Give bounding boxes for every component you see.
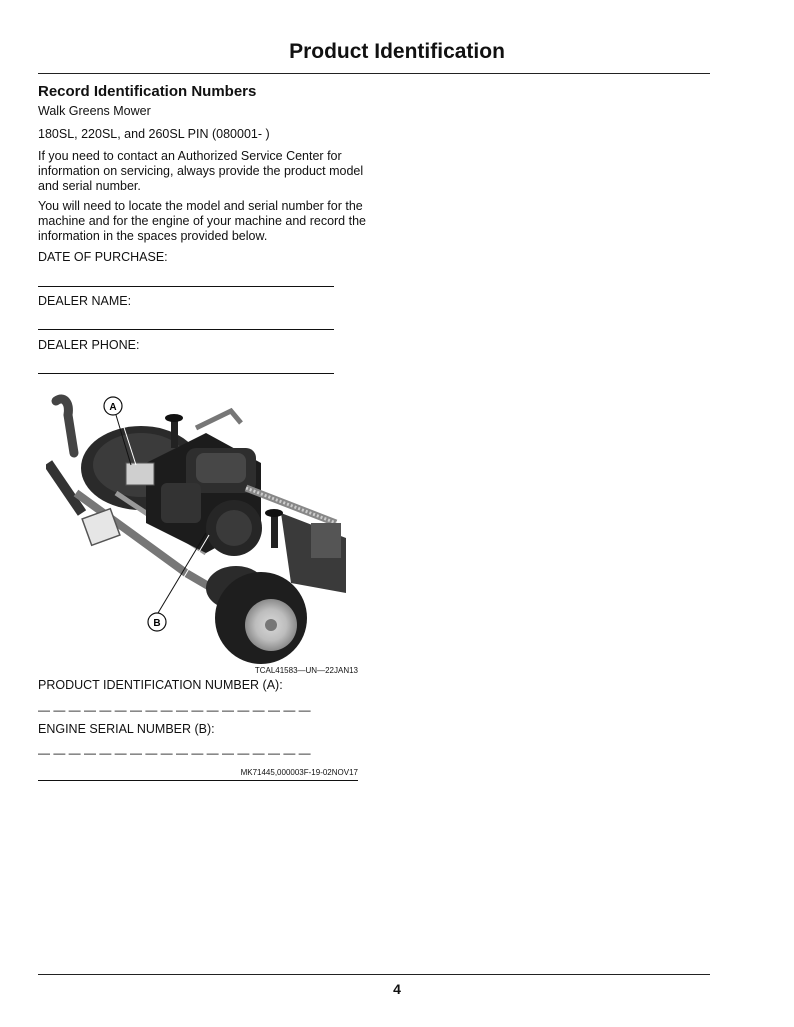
reference-code: MK71445,000003F-19-02NOV17	[240, 768, 358, 777]
dealer-name-blank	[38, 329, 334, 330]
page-title: Product Identification	[289, 40, 505, 63]
mower-illustration	[46, 393, 360, 667]
dealer-phone-blank	[38, 373, 334, 374]
engine-serial-label: ENGINE SERIAL NUMBER (B):	[38, 722, 215, 736]
date-of-purchase-blank	[38, 286, 334, 287]
footer-divider	[38, 974, 710, 975]
dealer-name-label: DEALER NAME:	[38, 294, 132, 308]
model-range: 180SL, 220SL, and 260SL PIN (080001- )	[38, 127, 270, 141]
callout-a-label: A	[109, 402, 117, 413]
page-number: 4	[393, 981, 401, 997]
pin-label: PRODUCT IDENTIFICATION NUMBER (A):	[38, 678, 283, 692]
section-end-rule	[38, 780, 358, 781]
product-subtitle: Walk Greens Mower	[38, 104, 151, 118]
instruction-paragraph: You will need to locate the model and serial number for the machine and for the engine of your machine and record the information in the spaces provided below.	[38, 199, 366, 243]
figure-caption: TCAL41583—UN—22JAN13	[254, 666, 358, 675]
callout-b-label: B	[153, 618, 161, 629]
section-heading: Record Identification Numbers	[38, 83, 257, 100]
engine-serial-blank: — — — — — — — — — — — — — — — — — —	[38, 746, 311, 760]
title-divider	[38, 73, 710, 74]
pin-blank: — — — — — — — — — — — — — — — — — —	[38, 703, 311, 717]
dealer-phone-label: DEALER PHONE:	[38, 338, 140, 352]
date-of-purchase-label: DATE OF PURCHASE:	[38, 250, 168, 264]
intro-paragraph: If you need to contact an Authorized Service Center for information on servicing, always provide the product model and serial number.	[38, 149, 364, 193]
